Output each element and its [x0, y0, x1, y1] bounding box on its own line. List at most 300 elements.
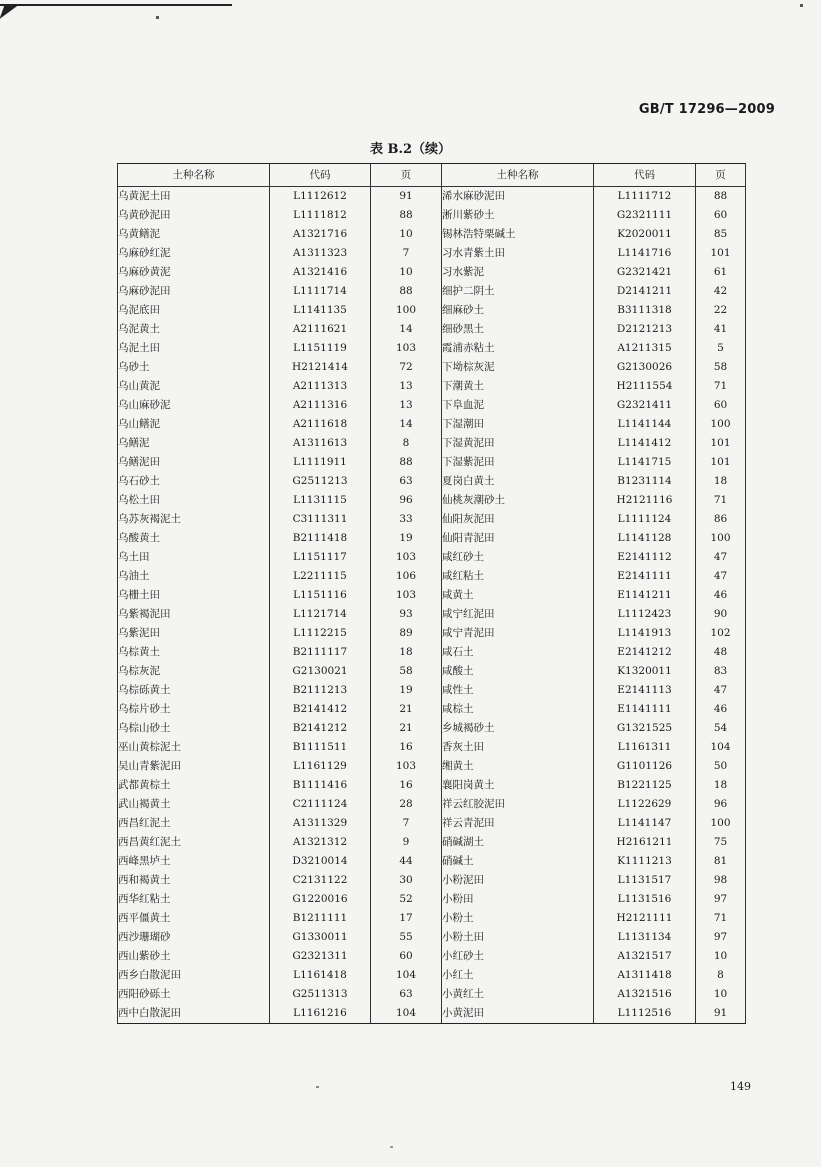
code-cell: L1151117 — [270, 548, 371, 567]
table-row — [118, 244, 746, 263]
code-cell: L1131517 — [594, 871, 696, 890]
page-cell: 21 — [371, 719, 442, 738]
table-caption: 表 B.2（续） — [369, 142, 452, 157]
table-row — [118, 377, 746, 396]
code-cell: L1131516 — [594, 890, 696, 909]
code-cell: B3111318 — [594, 301, 696, 320]
code-cell: G1330011 — [270, 928, 371, 947]
page-cell: 83 — [696, 662, 746, 681]
page-cell: 96 — [696, 795, 746, 814]
table-row — [118, 966, 746, 985]
soil-name-cell: 祥云红胶泥田 — [442, 795, 594, 814]
header-code: 代码 — [270, 164, 371, 187]
page-cell: 9 — [371, 833, 442, 852]
page-cell: 104 — [371, 1004, 442, 1024]
soil-name-cell: 锡林浩特栗碱土 — [442, 225, 594, 244]
page-cell: 104 — [696, 738, 746, 757]
page-cell: 71 — [696, 377, 746, 396]
code-cell: E2141112 — [594, 548, 696, 567]
page-cell: 8 — [696, 966, 746, 985]
soil-name-cell: 乌麻砂红泥 — [118, 244, 270, 263]
code-cell: L1141147 — [594, 814, 696, 833]
soil-name-cell: 乌棕黄土 — [118, 643, 270, 662]
page-cell: 28 — [371, 795, 442, 814]
code-cell: B2141412 — [270, 700, 371, 719]
page-cell: 60 — [696, 396, 746, 415]
soil-name-cell: 乌苏灰褐泥土 — [118, 510, 270, 529]
soil-name-cell: 霞浦赤粘土 — [442, 339, 594, 358]
code-cell: E2141113 — [594, 681, 696, 700]
soil-name-cell: 西昌红泥土 — [118, 814, 270, 833]
code-cell: G2130026 — [594, 358, 696, 377]
page-cell: 63 — [371, 985, 442, 1004]
page-cell: 42 — [696, 282, 746, 301]
page-cell: 47 — [696, 681, 746, 700]
page-cell: 10 — [696, 985, 746, 1004]
page-cell: 88 — [696, 187, 746, 207]
page-cell: 101 — [696, 244, 746, 263]
code-cell: A1311613 — [270, 434, 371, 453]
soil-name-cell: 乌土田 — [118, 548, 270, 567]
table-row — [118, 320, 746, 339]
soil-name-cell: 乌石砂土 — [118, 472, 270, 491]
soil-name-cell: 乌麻砂黄泥 — [118, 263, 270, 282]
soil-name-cell: 下潮黄土 — [442, 377, 594, 396]
code-cell: G2511213 — [270, 472, 371, 491]
page-cell: 13 — [371, 377, 442, 396]
soil-name-cell: 乌山麻砂泥 — [118, 396, 270, 415]
soil-name-cell: 乌泥黄土 — [118, 320, 270, 339]
page-cell: 14 — [371, 320, 442, 339]
table-header-row — [118, 164, 746, 187]
soil-name-cell: 乌栅土田 — [118, 586, 270, 605]
soil-name-cell: 浠水麻砂泥田 — [442, 187, 594, 207]
page-cell: 61 — [696, 263, 746, 282]
soil-name-cell: 小粉土 — [442, 909, 594, 928]
table-row — [118, 719, 746, 738]
soil-name-cell: 下湿紫泥田 — [442, 453, 594, 472]
soil-name-cell: 咸宁青泥田 — [442, 624, 594, 643]
code-cell: G2321421 — [594, 263, 696, 282]
page-cell: 106 — [371, 567, 442, 586]
page-cell: 17 — [371, 909, 442, 928]
page-cell: 50 — [696, 757, 746, 776]
code-cell: A1321416 — [270, 263, 371, 282]
code-cell: H2161211 — [594, 833, 696, 852]
code-cell: L1131134 — [594, 928, 696, 947]
soil-name-cell: 乌黄砂泥田 — [118, 206, 270, 225]
code-cell: L1111812 — [270, 206, 371, 225]
table-row — [118, 358, 746, 377]
page-cell: 41 — [696, 320, 746, 339]
page-cell: 46 — [696, 586, 746, 605]
table-row — [118, 282, 746, 301]
code-cell: K2020011 — [594, 225, 696, 244]
code-cell: L1161129 — [270, 757, 371, 776]
soil-name-cell: 乌棕灰泥 — [118, 662, 270, 681]
code-cell: D3210014 — [270, 852, 371, 871]
code-cell: A1321312 — [270, 833, 371, 852]
code-cell: L1141144 — [594, 415, 696, 434]
page-cell: 54 — [696, 719, 746, 738]
table-row — [118, 453, 746, 472]
soil-name-cell: 乌黄泥土田 — [118, 187, 270, 207]
page-cell: 81 — [696, 852, 746, 871]
soil-name-cell: 习水紫泥 — [442, 263, 594, 282]
code-cell: B1221125 — [594, 776, 696, 795]
soil-name-cell: 缃黄土 — [442, 757, 594, 776]
soil-name-cell: 乌松土田 — [118, 491, 270, 510]
soil-name-cell: 西和褐黄土 — [118, 871, 270, 890]
table-row — [118, 529, 746, 548]
soil-name-cell: 乌鳝泥田 — [118, 453, 270, 472]
page-cell: 44 — [371, 852, 442, 871]
page-cell: 22 — [696, 301, 746, 320]
header-page-right: 页 — [696, 164, 746, 187]
page-cell: 48 — [696, 643, 746, 662]
page-cell: 88 — [371, 453, 442, 472]
page-cell: 30 — [371, 871, 442, 890]
page-cell: 103 — [371, 757, 442, 776]
code-cell: A2111313 — [270, 377, 371, 396]
table-row — [118, 339, 746, 358]
page-cell: 18 — [371, 643, 442, 662]
page-cell: 63 — [371, 472, 442, 491]
code-cell: L1161216 — [270, 1004, 371, 1024]
code-cell: G2321111 — [594, 206, 696, 225]
code-cell: L1111714 — [270, 282, 371, 301]
soil-name-cell: 西阳砂砾土 — [118, 985, 270, 1004]
header-soil-name-right: 土种名称 — [442, 164, 594, 187]
code-cell: G2321311 — [270, 947, 371, 966]
table-row — [118, 415, 746, 434]
code-cell: L1112516 — [594, 1004, 696, 1024]
soil-name-cell: 夏岗白黄土 — [442, 472, 594, 491]
table-row — [118, 833, 746, 852]
soil-name-cell: 小粉土田 — [442, 928, 594, 947]
code-cell: G2130021 — [270, 662, 371, 681]
table-row — [118, 605, 746, 624]
page-cell: 86 — [696, 510, 746, 529]
page-cell: 104 — [371, 966, 442, 985]
soil-name-cell: 巫山黄棕泥土 — [118, 738, 270, 757]
code-cell: B2111418 — [270, 529, 371, 548]
soil-name-cell: 细砂黑土 — [442, 320, 594, 339]
corner-mark — [0, 5, 19, 19]
page-cell: 85 — [696, 225, 746, 244]
page-cell: 97 — [696, 890, 746, 909]
code-cell: D2121213 — [594, 320, 696, 339]
page-cell: 97 — [696, 928, 746, 947]
soil-name-cell: 乌紫泥田 — [118, 624, 270, 643]
code-cell: G1220016 — [270, 890, 371, 909]
page-cell: 103 — [371, 548, 442, 567]
table-row — [118, 510, 746, 529]
soil-name-cell: 下湿黄泥田 — [442, 434, 594, 453]
soil-name-cell: 乌棕砾黄土 — [118, 681, 270, 700]
page-cell: 8 — [371, 434, 442, 453]
code-cell: L1122629 — [594, 795, 696, 814]
code-cell: A2111621 — [270, 320, 371, 339]
soil-name-cell: 乌鳝泥 — [118, 434, 270, 453]
soil-type-table — [117, 163, 746, 1024]
table-row — [118, 434, 746, 453]
code-cell: L1141913 — [594, 624, 696, 643]
table-row — [118, 985, 746, 1004]
soil-name-cell: 武山褐黄土 — [118, 795, 270, 814]
soil-name-cell: 乌棕山砂土 — [118, 719, 270, 738]
code-cell: E2141212 — [594, 643, 696, 662]
table-row — [118, 263, 746, 282]
soil-name-cell: 襄阳岗黄土 — [442, 776, 594, 795]
soil-name-cell: 乌紫褐泥田 — [118, 605, 270, 624]
soil-name-cell: 祥云青泥田 — [442, 814, 594, 833]
code-cell: L1161311 — [594, 738, 696, 757]
code-cell: E1141111 — [594, 700, 696, 719]
soil-name-cell: 咸宁红泥田 — [442, 605, 594, 624]
code-cell: A1321716 — [270, 225, 371, 244]
soil-name-cell: 下坳棕灰泥 — [442, 358, 594, 377]
page-cell: 100 — [371, 301, 442, 320]
code-cell: L1141135 — [270, 301, 371, 320]
soil-name-cell: 咸棕土 — [442, 700, 594, 719]
code-cell: A1321517 — [594, 947, 696, 966]
page-cell: 93 — [371, 605, 442, 624]
page-number: 149 — [730, 1080, 751, 1093]
code-cell: B1111511 — [270, 738, 371, 757]
soil-name-cell: 小粉田 — [442, 890, 594, 909]
code-cell: A1311418 — [594, 966, 696, 985]
code-cell: G2511313 — [270, 985, 371, 1004]
page-cell: 103 — [371, 586, 442, 605]
scan-speck — [156, 16, 159, 19]
code-cell: C2111124 — [270, 795, 371, 814]
soil-name-cell: 咸石土 — [442, 643, 594, 662]
table-row — [118, 776, 746, 795]
page-cell: 100 — [696, 814, 746, 833]
page-cell: 91 — [696, 1004, 746, 1024]
page-cell: 19 — [371, 681, 442, 700]
code-cell: L1151119 — [270, 339, 371, 358]
page-cell: 7 — [371, 814, 442, 833]
code-cell: E1141211 — [594, 586, 696, 605]
soil-name-cell: 西山紫砂土 — [118, 947, 270, 966]
soil-name-cell: 乌棕片砂土 — [118, 700, 270, 719]
code-cell: L1111124 — [594, 510, 696, 529]
table-row — [118, 928, 746, 947]
page-cell: 91 — [371, 187, 442, 207]
page-cell: 16 — [371, 776, 442, 795]
table-row — [118, 491, 746, 510]
page-cell: 96 — [371, 491, 442, 510]
header-page: 页 — [371, 164, 442, 187]
soil-name-cell: 乌泥底田 — [118, 301, 270, 320]
page-cell: 7 — [371, 244, 442, 263]
soil-name-cell: 西峰黑垆土 — [118, 852, 270, 871]
table-row — [118, 301, 746, 320]
soil-name-cell: 乌油土 — [118, 567, 270, 586]
page-cell: 103 — [371, 339, 442, 358]
page-cell: 102 — [696, 624, 746, 643]
code-cell: L1112215 — [270, 624, 371, 643]
code-cell: K1111213 — [594, 852, 696, 871]
soil-name-cell: 西沙珊瑚砂 — [118, 928, 270, 947]
page-cell: 19 — [371, 529, 442, 548]
soil-name-cell: 小黄红土 — [442, 985, 594, 1004]
soil-name-cell: 细护二阴土 — [442, 282, 594, 301]
page-cell: 47 — [696, 567, 746, 586]
scan-speck — [390, 1146, 393, 1148]
soil-name-cell: 咸酸土 — [442, 662, 594, 681]
header-code-right: 代码 — [594, 164, 696, 187]
code-cell: K1320011 — [594, 662, 696, 681]
code-cell: L1112612 — [270, 187, 371, 207]
code-cell: C2131122 — [270, 871, 371, 890]
soil-name-cell: 仙阳青泥田 — [442, 529, 594, 548]
soil-name-cell: 西平僵黄土 — [118, 909, 270, 928]
table-row — [118, 909, 746, 928]
page-cell: 75 — [696, 833, 746, 852]
code-cell: G2321411 — [594, 396, 696, 415]
table-row — [118, 700, 746, 719]
page-cell: 58 — [371, 662, 442, 681]
page-cell: 52 — [371, 890, 442, 909]
table-row — [118, 225, 746, 244]
code-cell: E2141111 — [594, 567, 696, 586]
code-cell: H2111554 — [594, 377, 696, 396]
code-cell: L1141412 — [594, 434, 696, 453]
page-cell: 71 — [696, 909, 746, 928]
code-cell: G1101126 — [594, 757, 696, 776]
code-cell: B1211111 — [270, 909, 371, 928]
page-cell: 5 — [696, 339, 746, 358]
soil-name-cell: 淅川紫砂土 — [442, 206, 594, 225]
page-cell: 16 — [371, 738, 442, 757]
soil-name-cell: 硝碱湖土 — [442, 833, 594, 852]
code-cell: A1311329 — [270, 814, 371, 833]
page-cell: 60 — [371, 947, 442, 966]
table-row — [118, 548, 746, 567]
table-row — [118, 624, 746, 643]
table-row — [118, 852, 746, 871]
page-cell: 60 — [696, 206, 746, 225]
code-cell: H2121414 — [270, 358, 371, 377]
code-cell: A2111316 — [270, 396, 371, 415]
code-cell: L1111712 — [594, 187, 696, 207]
table-row — [118, 947, 746, 966]
soil-name-cell: 小红土 — [442, 966, 594, 985]
table-row — [118, 1004, 746, 1024]
standard-code: GB/T 17296—2009 — [638, 102, 775, 117]
soil-name-cell: 咸黄土 — [442, 586, 594, 605]
table-row — [118, 472, 746, 491]
soil-name-cell: 仙桃灰潮砂土 — [442, 491, 594, 510]
page-cell: 55 — [371, 928, 442, 947]
code-cell: A1311323 — [270, 244, 371, 263]
table-row — [118, 206, 746, 225]
page-cell: 47 — [696, 548, 746, 567]
soil-name-cell: 咸红砂土 — [442, 548, 594, 567]
table-row — [118, 396, 746, 415]
table-row — [118, 757, 746, 776]
soil-name-cell: 习水青紫土田 — [442, 244, 594, 263]
table-row — [118, 681, 746, 700]
header-soil-name: 土种名称 — [118, 164, 270, 187]
soil-name-cell: 乡城褐砂土 — [442, 719, 594, 738]
code-cell: B1111416 — [270, 776, 371, 795]
code-cell: L1141715 — [594, 453, 696, 472]
page-cell: 101 — [696, 453, 746, 472]
code-cell: D2141211 — [594, 282, 696, 301]
soil-name-cell: 细麻砂土 — [442, 301, 594, 320]
soil-name-cell: 乌山鳝泥 — [118, 415, 270, 434]
code-cell: A1321516 — [594, 985, 696, 1004]
code-cell: L1112423 — [594, 605, 696, 624]
soil-name-cell: 乌黄鳝泥 — [118, 225, 270, 244]
code-cell: B2111117 — [270, 643, 371, 662]
page-cell: 10 — [371, 263, 442, 282]
soil-name-cell: 西中白散泥田 — [118, 1004, 270, 1024]
page-cell: 13 — [371, 396, 442, 415]
page-cell: 100 — [696, 415, 746, 434]
page-cell: 71 — [696, 491, 746, 510]
soil-name-cell: 吴山青紫泥田 — [118, 757, 270, 776]
code-cell: L1131115 — [270, 491, 371, 510]
code-cell: G1321525 — [594, 719, 696, 738]
code-cell: L1141716 — [594, 244, 696, 263]
soil-name-cell: 西华红粘土 — [118, 890, 270, 909]
soil-name-cell: 武都黄棕土 — [118, 776, 270, 795]
page-cell: 18 — [696, 776, 746, 795]
table-row — [118, 643, 746, 662]
page-cell: 72 — [371, 358, 442, 377]
table-row — [118, 795, 746, 814]
code-cell: L1121714 — [270, 605, 371, 624]
soil-name-cell: 小红砂土 — [442, 947, 594, 966]
soil-name-cell: 小粉泥田 — [442, 871, 594, 890]
code-cell: C3111311 — [270, 510, 371, 529]
code-cell: A1211315 — [594, 339, 696, 358]
soil-name-cell: 下阜血泥 — [442, 396, 594, 415]
table-row — [118, 662, 746, 681]
page-cell: 21 — [371, 700, 442, 719]
soil-name-cell: 咸红粘土 — [442, 567, 594, 586]
soil-name-cell: 西乡白散泥田 — [118, 966, 270, 985]
soil-name-cell: 乌麻砂泥田 — [118, 282, 270, 301]
code-cell: H2121116 — [594, 491, 696, 510]
page-cell: 58 — [696, 358, 746, 377]
page-cell: 10 — [371, 225, 442, 244]
code-cell: L1141128 — [594, 529, 696, 548]
table-row — [118, 586, 746, 605]
code-cell: B2111213 — [270, 681, 371, 700]
page-cell: 14 — [371, 415, 442, 434]
code-cell: L1161418 — [270, 966, 371, 985]
soil-name-cell: 硝碱土 — [442, 852, 594, 871]
page-cell: 46 — [696, 700, 746, 719]
scan-speck — [800, 4, 803, 7]
soil-name-cell: 乌泥土田 — [118, 339, 270, 358]
table-row — [118, 890, 746, 909]
code-cell: B2141212 — [270, 719, 371, 738]
page-cell: 100 — [696, 529, 746, 548]
code-cell: L1111911 — [270, 453, 371, 472]
page-cell: 98 — [696, 871, 746, 890]
soil-name-cell: 咸性土 — [442, 681, 594, 700]
soil-name-cell: 西昌黄红泥土 — [118, 833, 270, 852]
soil-name-cell: 小黄泥田 — [442, 1004, 594, 1024]
page-cell: 33 — [371, 510, 442, 529]
